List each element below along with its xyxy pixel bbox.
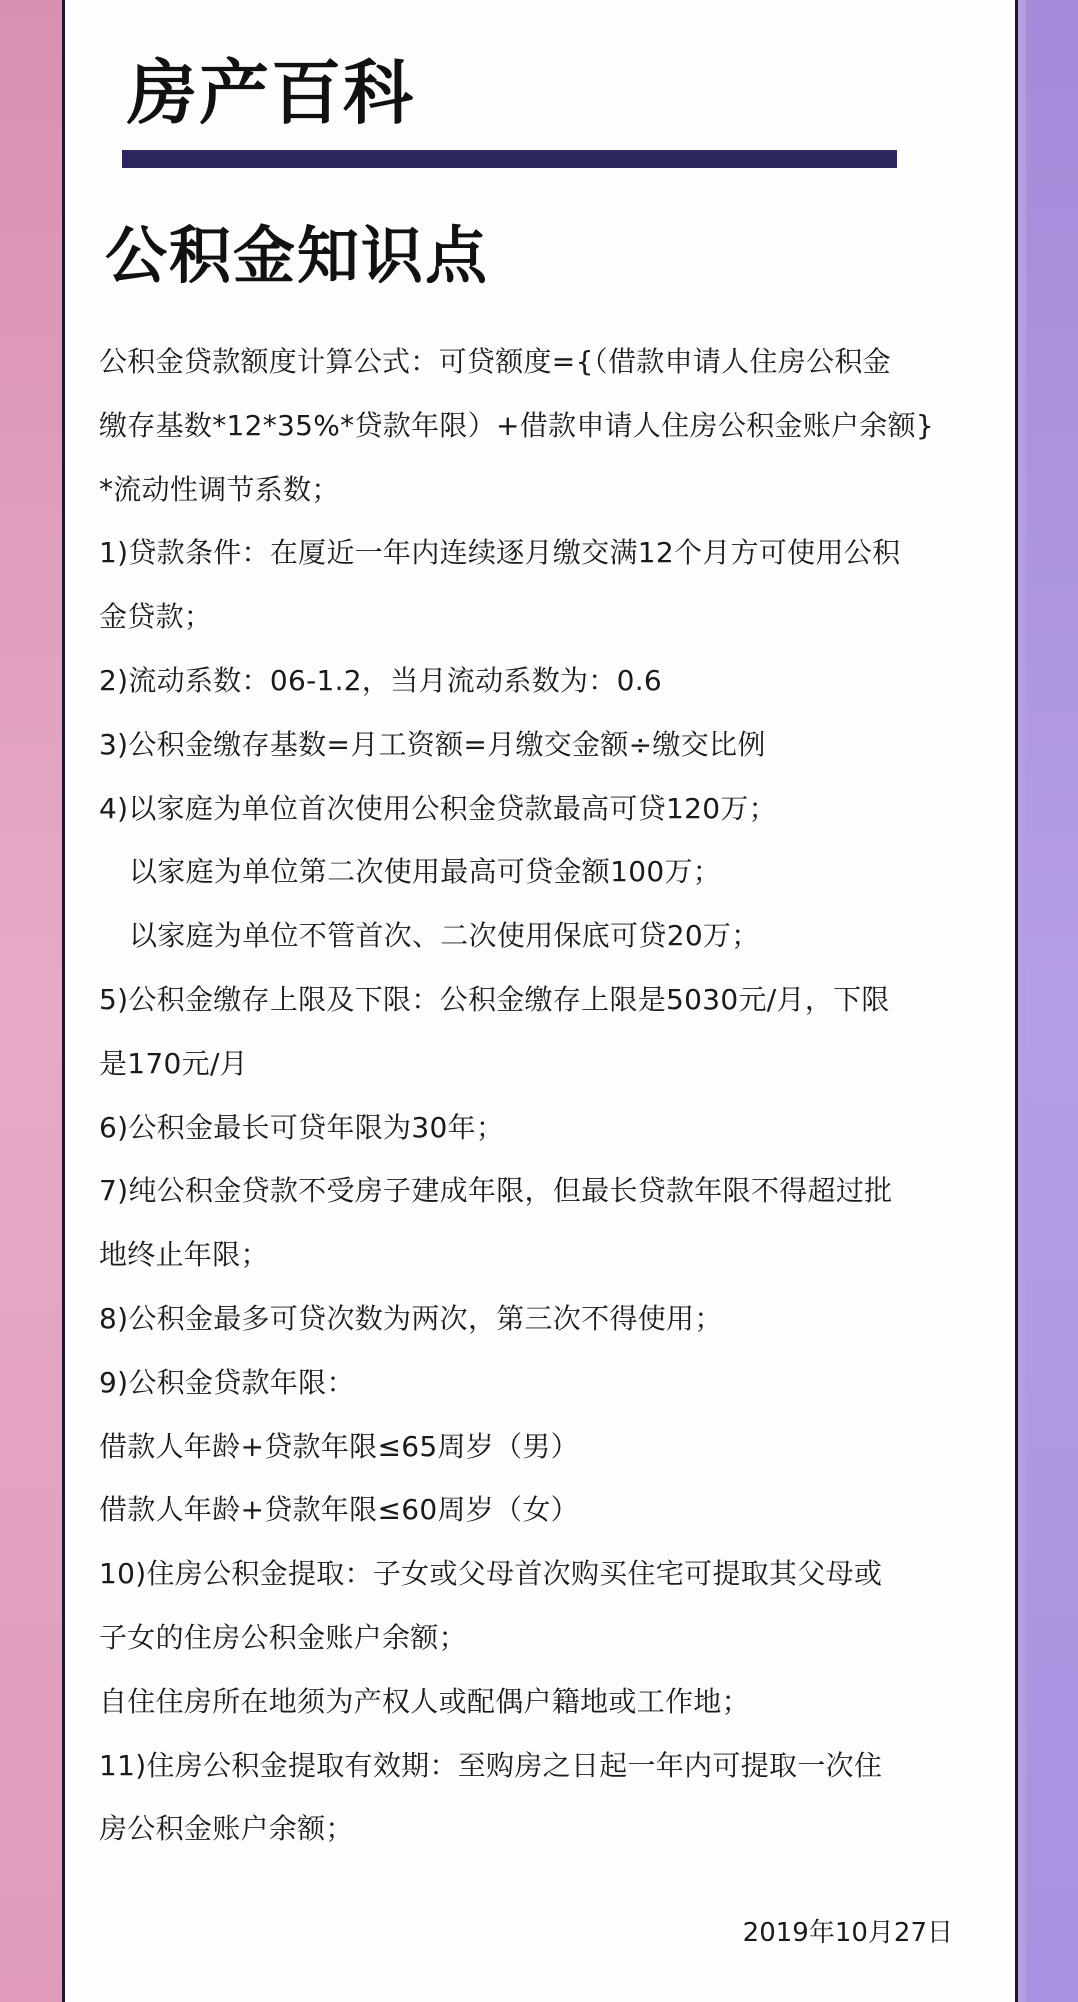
text-line: 9)公积金贷款年限：: [99, 1365, 355, 1399]
text-line: 4)以家庭为单位首次使用公积金贷款最高可贷120万；: [99, 791, 777, 825]
text-line: 借款人年龄+贷款年限≤65周岁（男）: [99, 1429, 579, 1463]
page-title: 房产百科: [127, 52, 415, 134]
text-line: 是170元/月: [99, 1046, 248, 1080]
title-underline-bar: [122, 150, 897, 168]
text-line: 以家庭为单位不管首次、二次使用保底可贷20万；: [129, 919, 760, 953]
text-line: 10)住房公积金提取：子女或父母首次购买住宅可提取其父母或: [99, 1557, 883, 1591]
text-line: 自住住房所在地须为产权人或配偶户籍地或工作地；: [99, 1684, 750, 1718]
right-decorative-strip: [1026, 0, 1078, 2002]
text-line: 3)公积金缴存基数=月工资额=月缴交金额÷缴交比例: [99, 727, 766, 761]
left-decorative-strip: [0, 0, 62, 2002]
text-line: 11)住房公积金提取有效期：至购房之日起一年内可提取一次住: [99, 1748, 883, 1782]
article-body: [99, 330, 979, 1861]
text-line: 以家庭为单位第二次使用最高可贷金额100万；: [129, 855, 722, 889]
text-line: 房公积金账户余额；: [99, 1812, 354, 1846]
section-title: 公积金知识点: [105, 219, 490, 292]
text-line: 5)公积金缴存上限及下限：公积金缴存上限是5030元/月，下限: [99, 982, 890, 1016]
text-line: 缴存基数*12*35%*贷款年限）+借款申请人住房公积金账户余额}: [99, 408, 935, 442]
text-line: 公积金贷款额度计算公式：可贷额度={（借款申请人住房公积金: [99, 345, 891, 378]
text-line: 2)流动系数：06-1.2，当月流动系数为：0.6: [99, 663, 663, 697]
text-line: 金贷款；: [99, 600, 213, 634]
text-line: 7)纯公积金贷款不受房子建成年限，但最长贷款年限不得超过批: [99, 1174, 893, 1208]
text-line: 1)贷款条件：在厦近一年内连续逐月缴交满12个月方可使用公积: [99, 536, 901, 570]
text-line: *流动性调节系数；: [99, 472, 340, 506]
text-line: 借款人年龄+贷款年限≤60周岁（女）: [99, 1493, 579, 1527]
article-card: [62, 0, 1018, 2002]
text-line: 地终止年限；: [99, 1238, 269, 1272]
publish-date: 2019年10月27日: [742, 1918, 953, 1948]
text-line: 6)公积金最长可贷年限为30年；: [99, 1110, 505, 1144]
text-line: 8)公积金最多可贷次数为两次，第三次不得使用；: [99, 1301, 723, 1335]
text-line: 子女的住房公积金账户余额；: [99, 1620, 467, 1654]
